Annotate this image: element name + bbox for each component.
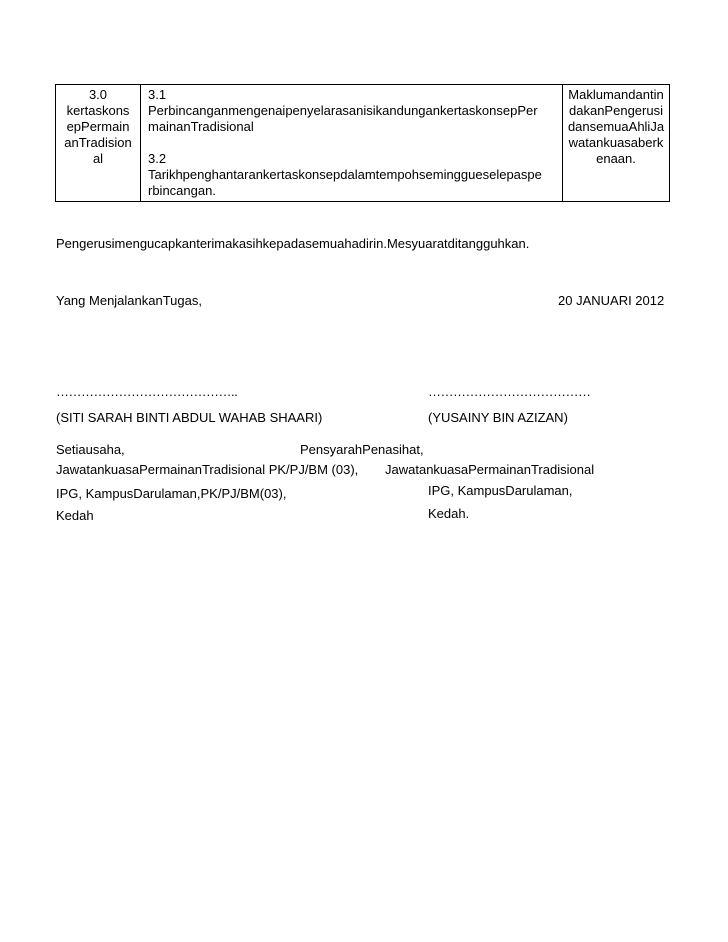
subitem-number: 3.1: [148, 87, 167, 102]
left-signatory-state: Kedah: [56, 508, 94, 523]
content-cell: [141, 85, 563, 202]
subitem-number: 3.2: [148, 151, 167, 166]
subitem-text-line: mainanTradisional: [148, 119, 254, 134]
item-title-line: epPermain: [66, 119, 130, 134]
signoff-date: 20 JANUARI 2012: [558, 293, 665, 308]
left-signatory-role: Setiausaha,: [56, 442, 125, 457]
subitem-text-line: rbincangan.: [148, 183, 216, 198]
left-signatory-name: (SITI SARAH BINTI ABDUL WAHAB SHAARI): [56, 410, 323, 425]
right-signatory-role: PensyarahPenasihat,: [300, 442, 424, 457]
right-signatory-name: (YUSAINY BIN AZIZAN): [428, 410, 568, 425]
right-signatory-committee: JawatankuasaPermainanTradisional: [385, 462, 595, 477]
item-title-line: kertaskons: [66, 103, 130, 118]
action-line: dansemuaAhliJa: [567, 119, 665, 134]
closing-statement: Pengerusimengucapkanterimakasihkepadasemuahadirin.Mesyuaratditangguhkan.: [56, 236, 530, 251]
item-title-line: anTradision: [64, 135, 132, 150]
right-signatory-institution: IPG, KampusDarulaman,: [428, 483, 573, 498]
left-signatory-committee: JawatankuasaPermainanTradisional PK/PJ/BM (03),: [56, 462, 359, 477]
left-signatory-institution: IPG, KampusDarulaman,PK/PJ/BM(03),: [56, 486, 287, 501]
minutes-table: [55, 84, 670, 202]
subitem-text-line: Tarikhpenghantarankertaskonsepdalamtempohseminggueselepaspe: [148, 167, 542, 182]
left-signature-line: ……………………………………..: [56, 384, 238, 399]
item-cell: [56, 85, 141, 202]
signoff-label: Yang MenjalankanTugas,: [56, 293, 202, 308]
action-line: enaan.: [596, 151, 636, 166]
table-row: [56, 85, 670, 202]
action-line: watankuasaberk: [568, 135, 664, 150]
right-signatory-state: Kedah.: [428, 506, 470, 521]
action-line: dakanPengerusi: [569, 103, 663, 118]
action-cell: [563, 85, 670, 202]
subitem-text-line: PerbincanganmengenaipenyelarasanisikandungankertaskonsepPer: [148, 103, 538, 118]
item-title-line: al: [92, 151, 104, 166]
spacer: [148, 135, 558, 151]
right-signature-line: …………………………………: [428, 384, 591, 399]
action-line: Maklumandantin: [568, 87, 664, 102]
item-number: 3.0: [88, 87, 108, 102]
